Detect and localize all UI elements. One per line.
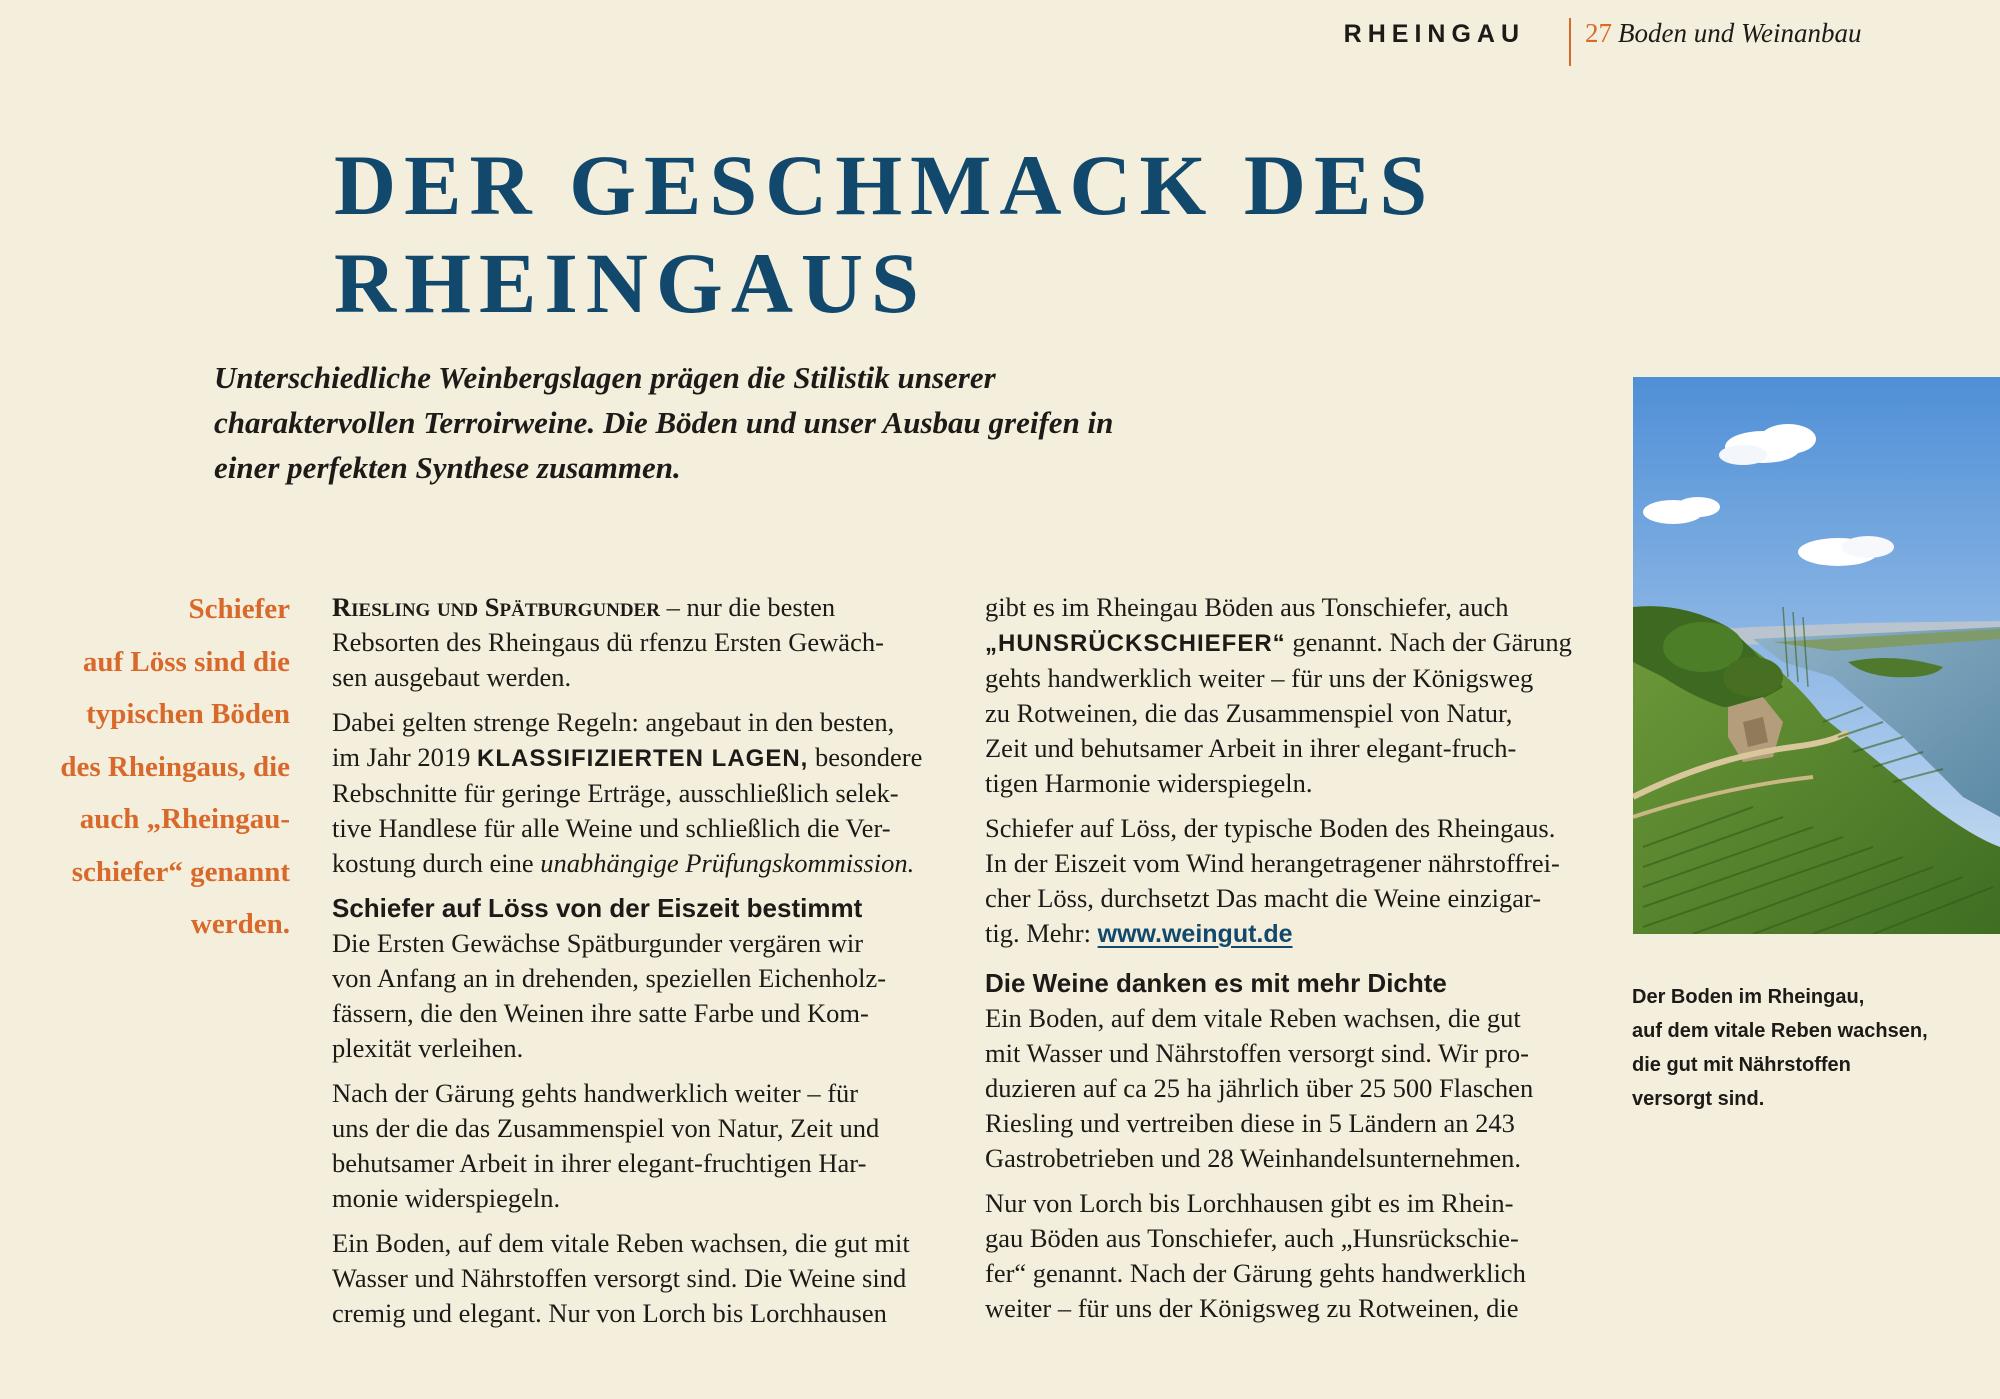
text-span: besondere [808, 742, 923, 772]
paragraph [332, 1076, 930, 1216]
pull-quote-line: auch „Rheingau- [79, 803, 290, 835]
text-line: behutsamer Arbeit in ihrer elegant-fruchtigen Har- [332, 1148, 867, 1178]
text-span: kostung durch eine [332, 848, 541, 878]
text-span: im Jahr 2019 [332, 742, 477, 772]
text-line: gehts handwerklich weiter – für uns der Königsweg [985, 663, 1534, 693]
text-line [332, 846, 930, 881]
subheading: Die Weine danken es mit mehr Dichte [985, 968, 1447, 998]
paragraph [332, 705, 930, 881]
text-line: Nach der Gärung gehts handwerklich weiter – für [332, 1078, 859, 1108]
text-line [332, 740, 930, 776]
vineyard-photo [1633, 377, 2000, 934]
italic-text: unabhängige Prüfungskommission. [540, 848, 915, 878]
text-span: genannt. Nach der Gärung [1285, 627, 1572, 657]
text-line [332, 590, 930, 625]
text-line: weiter – für uns der Königsweg zu Rotweinen, die [985, 1293, 1519, 1323]
body-column-1 [332, 590, 930, 1341]
text-line [985, 916, 1583, 952]
pull-quote-line: des Rheingaus, die [60, 750, 290, 783]
page-number: 27 [1585, 18, 1612, 48]
pull-quote-line: schiefer“ genannt [71, 855, 290, 888]
text-line: Rebschnitte für geringe Erträge, ausschließlich selek- [332, 778, 899, 808]
text-line: zu Rotweinen, die das Zusammenspiel von Natur, [985, 698, 1513, 728]
paragraph [332, 590, 930, 695]
text-line: In der Eiszeit vom Wind herangetragener nährstoffrei- [985, 848, 1560, 878]
emphasis-text: „HUNSRÜCKSCHIEFER“ [985, 630, 1286, 657]
text-line: Zeit und behutsamer Arbeit in ihrer elegant-fruch- [985, 733, 1517, 763]
text-line: Dabei gelten strenge Regeln: angebaut in den besten, [332, 707, 895, 737]
text-line: cher Löss, durchsetzt Das macht die Weine einzigar- [985, 883, 1542, 913]
lead-line: charaktervollen Terroirweine. Die Böden und unser Ausbau greifen in [214, 405, 1114, 440]
title-line: DER GESCHMACK DES [334, 137, 1436, 233]
title-line: RHEINGAUS [334, 235, 927, 331]
pull-quote-line: auf Löss sind die [82, 645, 290, 678]
text-line: Schiefer auf Löss, der typische Boden des Rheingaus. [985, 813, 1556, 843]
text-line: monie widerspiegeln. [332, 1183, 561, 1213]
text-line: Nur von Lorch bis Lorchhausen gibt es im Rhein- [985, 1188, 1514, 1218]
pull-quote-line: werden. [190, 908, 290, 940]
pull-quote [20, 583, 290, 951]
body-column-2 [985, 590, 1583, 1336]
website-link[interactable]: www.weingut.de [1097, 920, 1293, 948]
lead-in-text: Riesling und Spätburgunder [332, 592, 660, 622]
text-line: Riesling und vertreiben diese in 5 Ländern an 243 [985, 1108, 1515, 1138]
paragraph [332, 1226, 930, 1331]
paragraph [985, 1001, 1583, 1176]
caption-line: auf dem vitale Reben wachsen, [1632, 1020, 1928, 1042]
text-line: plexität verleihen. [332, 1033, 524, 1063]
text-line: von Anfang an in drehenden, speziellen Eichenholz- [332, 963, 887, 993]
text-line: Ein Boden, auf dem vitale Reben wachsen, die gut mit [332, 1228, 910, 1258]
subheading: Schiefer auf Löss von der Eiszeit bestimmt [332, 893, 863, 923]
text-line: duzieren auf ca 25 ha jährlich über 25 500 Flaschen [985, 1073, 1534, 1103]
text-span: tig. Mehr: [985, 918, 1098, 948]
text-span: – nur die besten [659, 592, 836, 622]
pull-quote-line: typischen Böden [86, 698, 290, 730]
header-divider [1569, 18, 1571, 66]
text-line: Die Ersten Gewächse Spätburgunder vergären wir [332, 928, 864, 958]
text-line [985, 625, 1583, 661]
paragraph [985, 1186, 1583, 1326]
emphasis-text: KLASSIFIZIERTEN LAGEN, [477, 745, 809, 772]
caption-line: die gut mit Nährstoffen [1632, 1054, 1851, 1076]
section-label: RHEINGAU [1343, 20, 1525, 48]
text-line: tive Handlese für alle Weine und schließlich die Ver- [332, 813, 891, 843]
article-title [334, 136, 1435, 332]
text-line: uns der die das Zusammenspiel von Natur, Zeit und [332, 1113, 880, 1143]
paragraph [985, 590, 1583, 801]
text-line: gibt es im Rheingau Böden aus Tonschiefer, auch [985, 592, 1509, 622]
pull-quote-line: Schiefer [188, 593, 290, 625]
text-line: fässern, die den Weinen ihre satte Farbe und Kom- [332, 998, 869, 1028]
chapter-title: Boden und Weinanbau [1618, 18, 1862, 48]
paragraph [985, 811, 1583, 952]
lead-line: Unterschiedliche Weinbergslagen prägen die Stilistik unserer [214, 360, 996, 395]
lead-paragraph [214, 355, 1274, 490]
text-line: Ein Boden, auf dem vitale Reben wachsen, die gut [985, 1003, 1521, 1033]
text-line: gau Böden aus Tonschiefer, auch „Hunsrückschie- [985, 1223, 1519, 1253]
text-line: cremig und elegant. Nur von Lorch bis Lorchhausen [332, 1298, 887, 1328]
paragraph [332, 926, 930, 1066]
text-line: fer“ genannt. Nach der Gärung gehts handwerklich [985, 1258, 1526, 1288]
text-line: tigen Harmonie widerspiegeln. [985, 768, 1313, 798]
caption-line: versorgt sind. [1632, 1088, 1765, 1110]
text-line: Wasser und Nährstoffen versorgt sind. Die Weine sind [332, 1263, 907, 1293]
text-line: sen ausgebaut werden. [332, 662, 572, 692]
text-line: Gastrobetrieben und 28 Weinhandelsunternehmen. [985, 1143, 1522, 1173]
text-line: Rebsorten des Rheingaus dü rfenzu Ersten Gewäch- [332, 627, 884, 657]
caption-line: Der Boden im Rheingau, [1632, 986, 1865, 1008]
running-header [1343, 18, 1940, 68]
text-line: mit Wasser und Nährstoffen versorgt sind. Wir pro- [985, 1038, 1529, 1068]
lead-line: einer perfekten Synthese zusammen. [214, 450, 681, 485]
photo-caption [1632, 980, 1992, 1116]
